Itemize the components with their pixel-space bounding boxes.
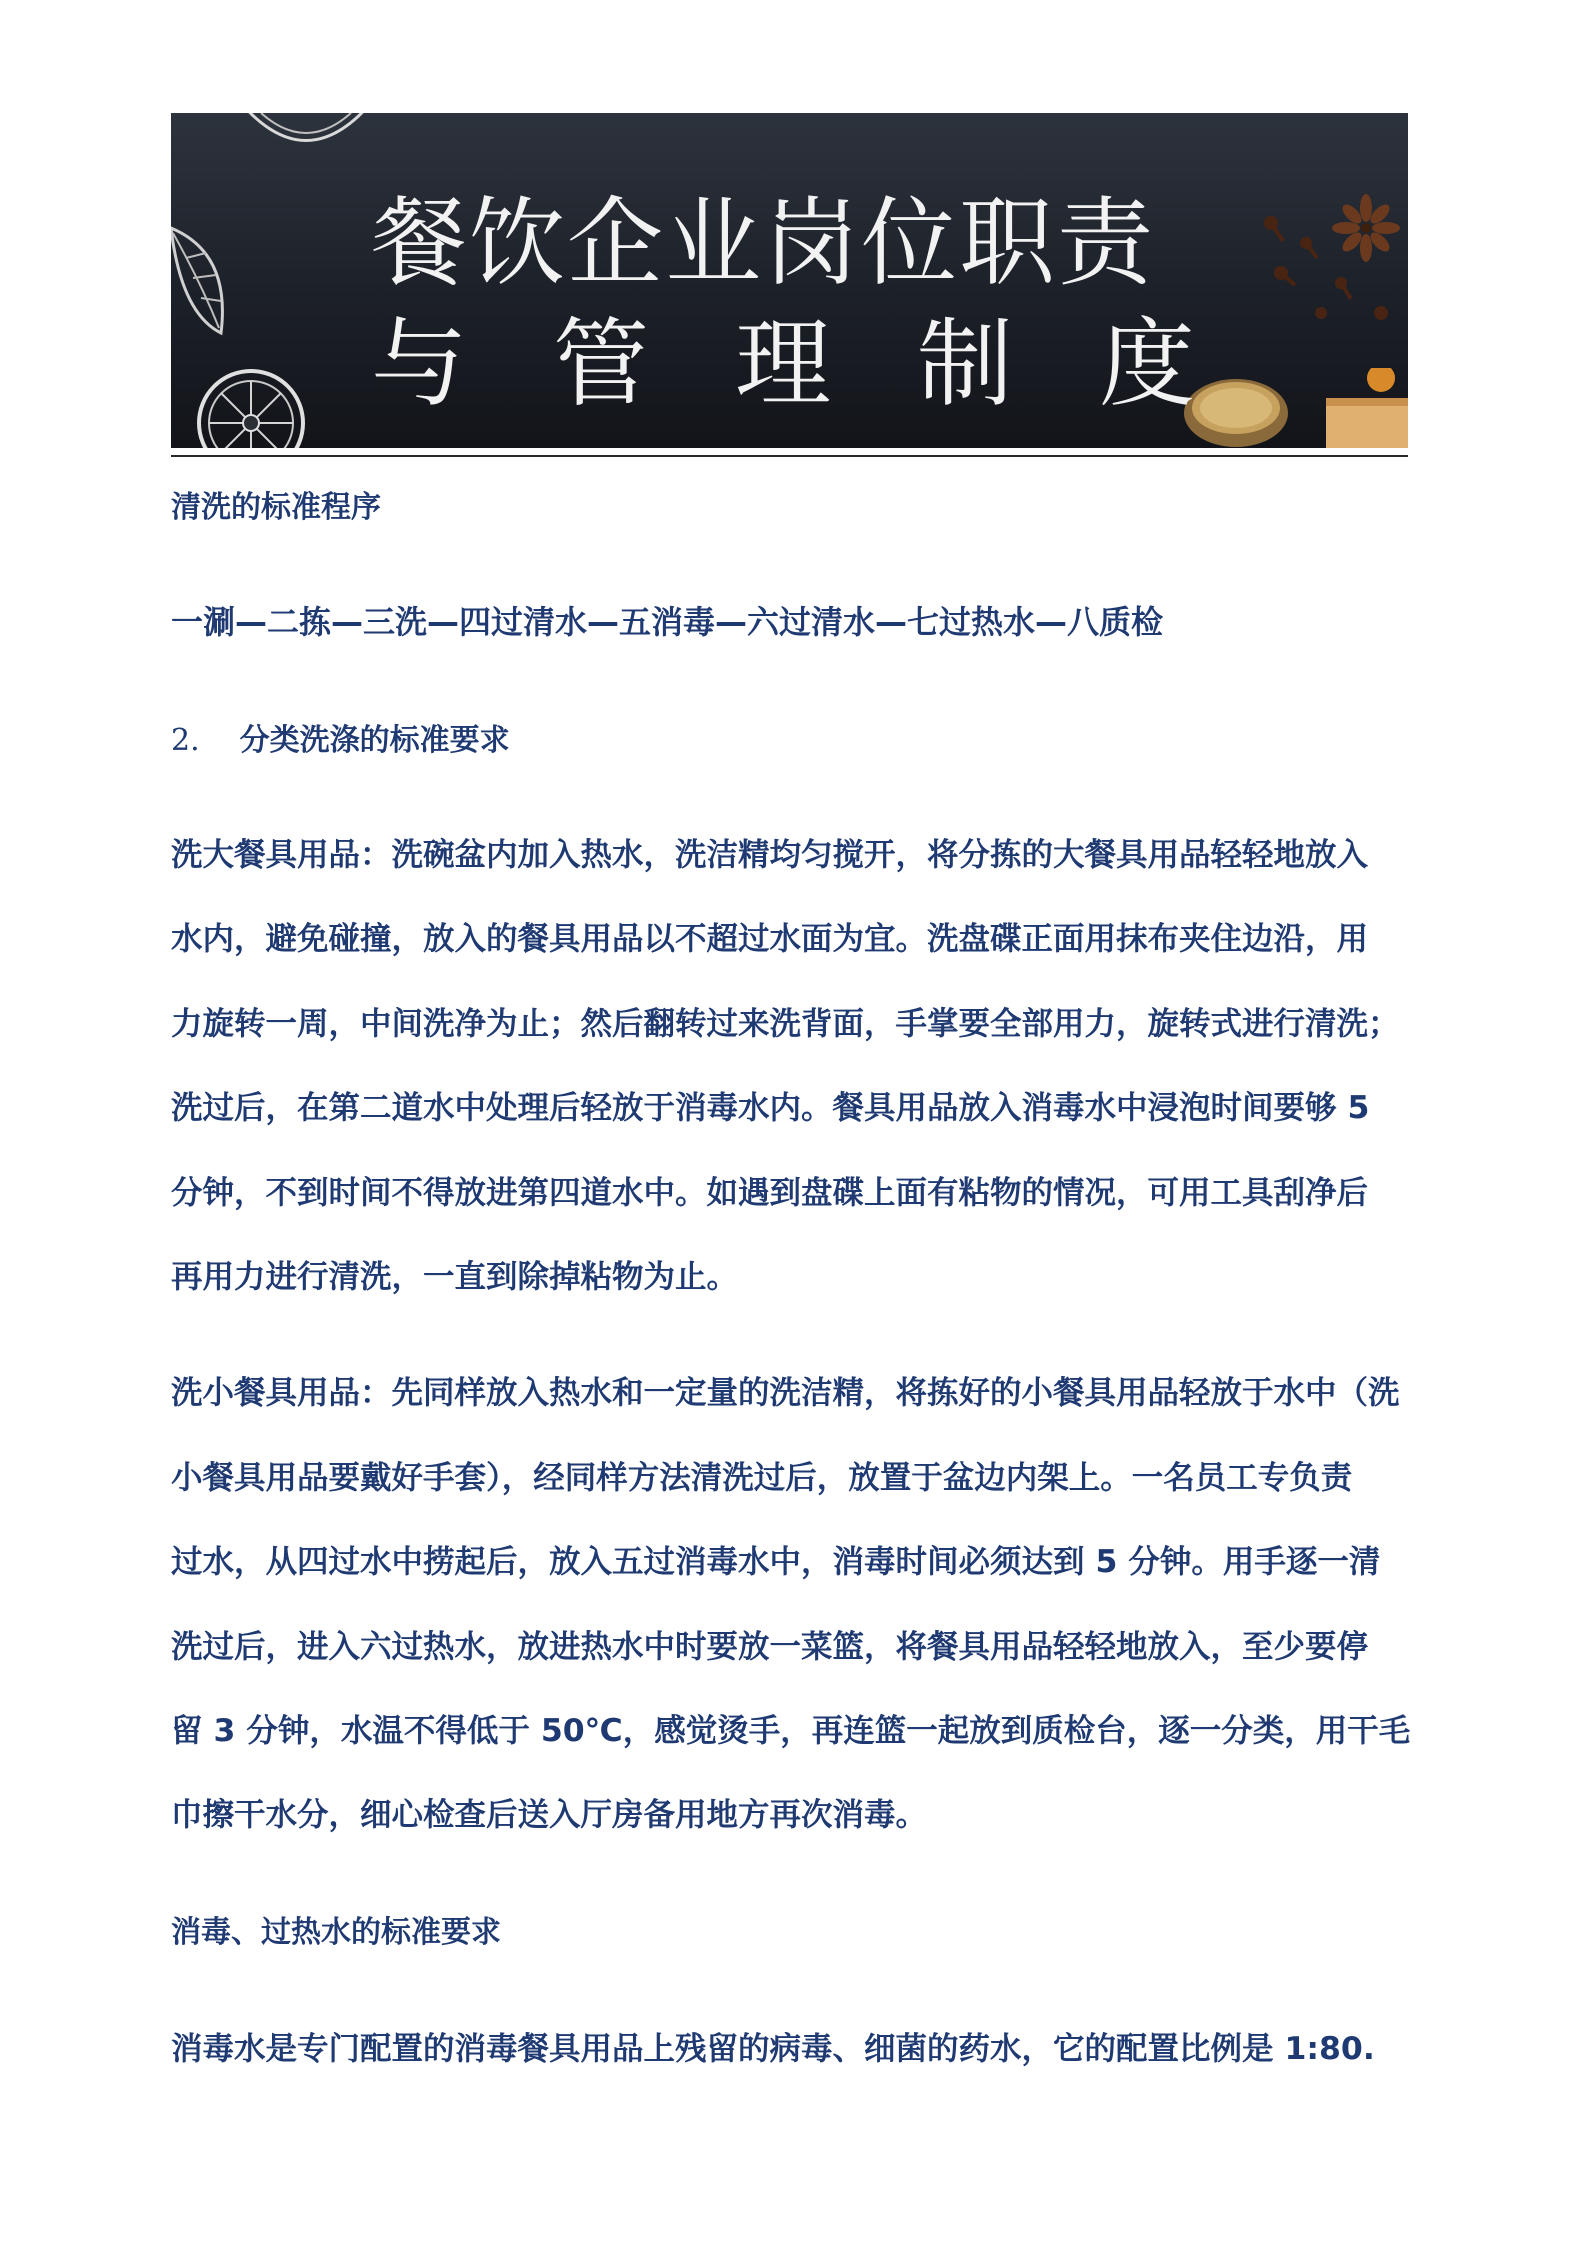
paragraph-line: 留 3 分钟，水温不得低于 50℃，感觉烫手，再连篮一起放到质检台，逐一分类，用干毛: [171, 1713, 1411, 1749]
section-heading-sorted-washing: [171, 715, 1411, 759]
section-heading-disinfection: 消毒、过热水的标准要求: [171, 1915, 501, 1950]
paragraph-line: 巾擦干水分，细心检查后送入厅房备用地方再次消毒。: [171, 1797, 928, 1833]
paragraph-line: 洗过后，在第二道水中处理后轻放于消毒水内。餐具用品放入消毒水中浸泡时间要够 5: [171, 1090, 1370, 1126]
section-heading-cleaning-procedure: 清洗的标准程序: [171, 490, 381, 525]
procedure-steps: 一涮—二拣—三洗—四过清水—五消毒—六过清水—七过热水—八质检: [171, 603, 1164, 641]
paragraph-line: 力旋转一周，中间洗净为止；然后翻转过来洗背面，手掌要全部用力，旋转式进行清洗；: [171, 1006, 1400, 1042]
banner-title-line2: 与管理制度: [371, 308, 1281, 420]
header-divider: [171, 455, 1408, 457]
header-banner: [171, 113, 1408, 448]
paragraph-line: 再用力进行清洗，一直到除掉粘物为止。: [171, 1259, 739, 1295]
citrus-slice-icon: [191, 363, 311, 448]
paragraph-line: 分钟，不到时间不得放进第四道水中。如遇到盘碟上面有粘物的情况，可用工具刮净后: [171, 1175, 1369, 1211]
section-heading-text: 分类洗涤的标准要求: [239, 723, 510, 758]
paragraph-line: 过水，从四过水中捞起后，放入五过消毒水中，消毒时间必须达到 5 分钟。用手逐一清: [171, 1544, 1381, 1580]
banner-title-line1: 餐饮企业岗位职责: [371, 187, 1155, 299]
bowl-icon: [231, 113, 381, 163]
paragraph-line: 小餐具用品要戴好手套），经同样方法清洗过后，放置于盆边内架上。一名员工专负责: [171, 1460, 1353, 1496]
paragraph-disinfectant: 消毒水是专门配置的消毒餐具用品上残留的病毒、细菌的药水，它的配置比例是 1:80.: [171, 2031, 1375, 2067]
paragraph-line: 洗小餐具用品：先同样放入热水和一定量的洗洁精，将拣好的小餐具用品轻放于水中（洗: [171, 1375, 1400, 1411]
paragraph-line: 洗大餐具用品：洗碗盆内加入热水，洗洁精均匀搅开，将分拣的大餐具用品轻轻地放入: [171, 837, 1369, 873]
leaf-icon: [171, 223, 241, 343]
section-number: 2.: [171, 723, 200, 758]
paragraph-line: 洗过后，进入六过热水，放进热水中时要放一菜篮，将餐具用品轻轻地放入，至少要停: [171, 1629, 1369, 1665]
paragraph-line: 水内，避免碰撞，放入的餐具用品以不超过水面为宜。洗盘碟正面用抹布夹住边沿，用: [171, 921, 1369, 957]
